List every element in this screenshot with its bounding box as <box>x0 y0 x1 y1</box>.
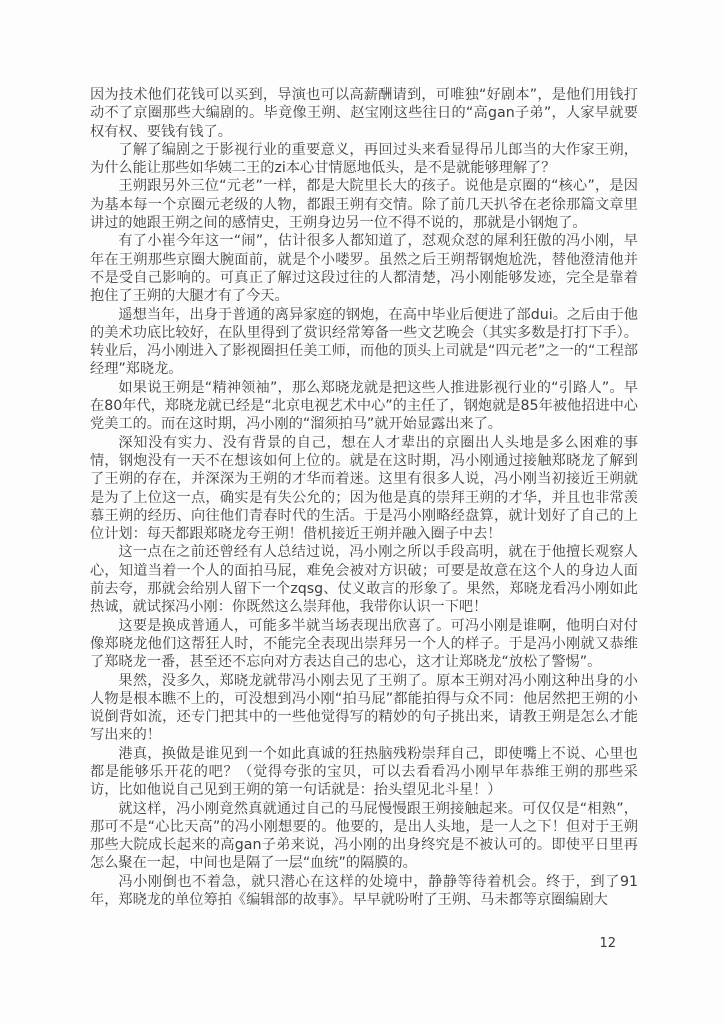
paragraph-3: 王朔跟另外三位“元老”一样，都是大院里长大的孩子。说他是京圈的“核心”，是因为基本每一个京圈元老级的人物，都跟王朔有交情。除了前几天扒爷在老徐那篇文章里讲过的她跟王朔之间的感情史，王朔身边另一位不得不说的，那就是小钢炮了。 <box>90 178 638 232</box>
paragraph-13: 冯小刚倒也不着急，就只潜心在这样的处境中，静静等待着机会。终于，到了91年，郑晓龙的单位筹拍《编辑部的故事》。早早就吩咐了王朔、马未都等京圈编剧大 <box>90 873 638 909</box>
paragraph-4: 有了小崔今年这一“闹”，估计很多人都知道了，怼观众怼的犀利狂傲的冯小刚，早年在王朔那些京圈大腕面前，就是个小喽罗。虽然之后王朔帮钢炮尬洗，替他澄清他并不是受自己影响的。可真正了解过这段过往的人都清楚，冯小刚能够发迹，完全是靠着抱住了王朔的大腿才有了今天。 <box>90 233 638 305</box>
paragraph-9: 这要是换成普通人，可能多半就当场表现出欣喜了。可冯小刚是谁啊，他明白对付像郑晓龙他们这帮狂人时，不能完全表现出崇拜另一个人的样子。于是冯小刚就又恭维了郑晓龙一番，甚至还不忘向对方表达自己的忠心，这才让郑晓龙“放松了警惕”。 <box>90 617 638 671</box>
paragraph-10: 果然，没多久，郑晓龙就带冯小刚去见了王朔了。原本王朔对冯小刚这种出身的小人物是根本瞧不上的，可没想到冯小刚“拍马屁”都能拍得与众不同：他居然把王朔的小说倒背如流，还专门把其中的一些他觉得写的精妙的句子挑出来，请教王朔是怎么才能写出来的！ <box>90 672 638 744</box>
page-number: 12 <box>599 936 616 951</box>
paragraph-2: 了解了编剧之于影视行业的重要意义，再回过头来看显得吊儿郎当的大作家王朔，为什么能让那些如华姨二王的zi本心甘情愿地低头，是不是就能够理解了？ <box>90 141 638 177</box>
paragraph-7: 深知没有实力、没有背景的自己，想在人才辈出的京圈出人头地是多么困难的事情，钢炮没有一天不在想该如何上位的。就是在这时期，冯小刚通过接触郑晓龙了解到了王朔的存在，并深深为王朔的才华而着迷。这里有很多人说，冯小刚当初接近王朔就是为了上位这一点，确实是有失公允的；因为他是真的崇拜王朔的才华，并且也非常羡慕王朔的经历、向往他们青春时代的生活。于是冯小刚略经盘算，就计划好了自己的上位计划：每天都跟郑晓龙夸王朔！借机接近王朔并融入圈子中去！ <box>90 434 638 543</box>
paragraph-5: 遥想当年，出身于普通的离异家庭的钢炮，在高中毕业后便进了部dui。之后由于他的美术功底比较好，在队里得到了赏识经常筹备一些文艺晚会（其实多数是打打下手）。转业后，冯小刚进入了影视圈担任美工师，而他的顶头上司就是“四元老”之一的“工程部经理”郑晓龙。 <box>90 306 638 378</box>
paragraph-6: 如果说王朔是“精神领袖”，那么郑晓龙就是把这些人推进影视行业的“引路人”。早在80年代，郑晓龙就已经是“北京电视艺术中心”的主任了，钢炮就是85年被他招进中心党美工的。而在这时期，冯小刚的“溜须拍马”就开始显露出来了。 <box>90 379 638 433</box>
paragraph-8: 这一点在之前还曾经有人总结过说，冯小刚之所以手段高明，就在于他擅长观察人心，知道当着一个人的面拍马屁，难免会被对方识破；可要是故意在这个人的身边人面前去夸，那就会给别人留下一个zqsg、仗义敢言的形象了。果然，郑晓龙看冯小刚如此热诚，就试探冯小刚：你既然这么崇拜他，我带你认识一下吧！ <box>90 544 638 616</box>
paragraph-11: 港真，换做是谁见到一个如此真诚的狂热脑残粉崇拜自己，即使嘴上不说、心里也都是能够乐开花的吧？（觉得夸张的宝贝，可以去看看冯小刚早年恭维王朔的那些采访，比如他说自己见到王朔的第一句话就是：抬头望见北斗星！） <box>90 745 638 799</box>
paragraph-1: 因为技术他们花钱可以买到，导演也可以高薪酬请到，可唯独“好剧本”，是他们用钱打动不了京圈那些大编剧的。毕竟像王朔、赵宝刚这些往日的“高gan子弟”，人家早就要权有权、要钱有钱了。 <box>90 87 638 140</box>
paragraph-12: 就这样，冯小刚竟然真就通过自己的马屁慢慢跟王朔接触起来。可仅仅是“相熟”，那可不是“心比天高”的冯小刚想要的。他要的，是出人头地，是一人之下！但对于王朔那些大院成长起来的高gan子弟来说，冯小刚的出身终究是不被认可的。即使平日里再怎么聚在一起，中间也是隔了一层“血统”的隔膜的。 <box>90 800 638 872</box>
article-body <box>90 86 638 909</box>
